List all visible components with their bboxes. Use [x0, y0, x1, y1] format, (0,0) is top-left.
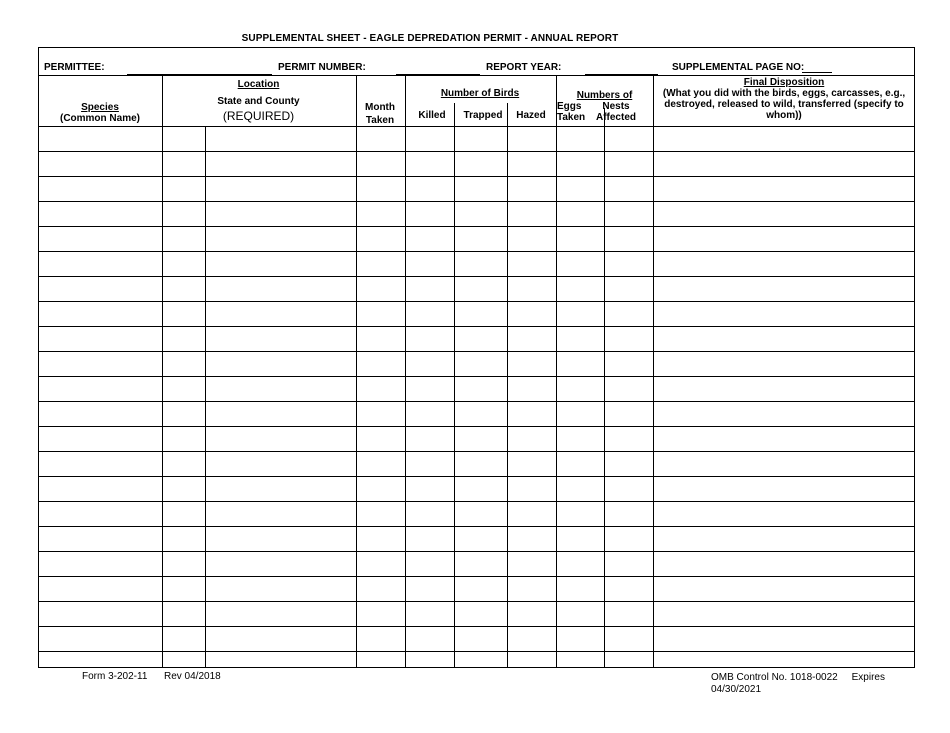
cell-location-state[interactable] [164, 303, 203, 324]
cell-hazed[interactable] [509, 228, 554, 249]
cell-location-state[interactable] [164, 578, 203, 599]
cell-hazed[interactable] [509, 328, 554, 349]
cell-location-county[interactable] [207, 253, 354, 274]
cell-trapped[interactable] [456, 578, 505, 599]
cell-final-disposition[interactable] [655, 628, 913, 649]
cell-location-county[interactable] [207, 128, 354, 149]
table-column-divider [653, 75, 654, 668]
omb-expiry-date: 04/30/2021 [711, 684, 762, 695]
table-row-divider [38, 351, 915, 352]
table-row-divider [38, 576, 915, 577]
cell-trapped[interactable] [456, 303, 505, 324]
cell-killed[interactable] [407, 328, 452, 349]
cell-nests-affected[interactable] [606, 328, 651, 349]
col-final-disposition-header [654, 77, 914, 121]
cell-location-county[interactable] [207, 228, 354, 249]
cell-month[interactable] [358, 428, 403, 449]
cell-trapped[interactable] [456, 553, 505, 574]
cell-final-disposition[interactable] [655, 403, 913, 424]
cell-species[interactable] [40, 253, 160, 274]
cell-month[interactable] [358, 503, 403, 524]
table-row-divider [38, 301, 915, 302]
cell-month[interactable] [358, 203, 403, 224]
cell-location-county[interactable] [207, 628, 354, 649]
cell-location-county[interactable] [207, 328, 354, 349]
cell-location-county[interactable] [207, 353, 354, 374]
cell-hazed[interactable] [509, 403, 554, 424]
cell-eggs-taken[interactable] [558, 228, 602, 249]
col-location-header [162, 79, 355, 122]
col-species-sub: (Common Name) [59, 113, 140, 124]
table-row-divider [38, 451, 915, 452]
cell-species[interactable] [40, 303, 160, 324]
cell-trapped[interactable] [456, 603, 505, 624]
cell-eggs-taken[interactable] [558, 353, 602, 374]
report-year-label: REPORT YEAR: [486, 62, 562, 73]
cell-location-county[interactable] [207, 528, 354, 549]
col-final-disposition-label: Final Disposition [743, 77, 825, 88]
col-eggs-header [557, 101, 585, 123]
table-row-divider [38, 201, 915, 202]
cell-trapped[interactable] [456, 253, 505, 274]
cell-trapped[interactable] [456, 178, 505, 199]
cell-trapped[interactable] [456, 378, 505, 399]
header-divider [38, 75, 915, 76]
cell-eggs-taken[interactable] [558, 403, 602, 424]
cell-species[interactable] [40, 403, 160, 424]
cell-trapped[interactable] [456, 453, 505, 474]
table-column-divider [356, 75, 357, 668]
cell-nests-affected[interactable] [606, 178, 651, 199]
col-species-header [40, 102, 160, 124]
cell-location-state[interactable] [164, 353, 203, 374]
col-nests-header [592, 101, 640, 123]
cell-month[interactable] [358, 153, 403, 174]
cell-killed[interactable] [407, 378, 452, 399]
cell-hazed[interactable] [509, 128, 554, 149]
col-month-header [356, 102, 404, 126]
table-row-divider [38, 476, 915, 477]
col-month-taken-label: Taken [365, 115, 395, 126]
cell-trapped[interactable] [456, 228, 505, 249]
cell-eggs-taken[interactable] [558, 503, 602, 524]
cell-species[interactable] [40, 453, 160, 474]
col-location-sub: State and County [217, 96, 300, 107]
cell-eggs-taken[interactable] [558, 478, 602, 499]
cell-killed[interactable] [407, 403, 452, 424]
table-column-divider [162, 75, 163, 668]
col-eggs-taken-label: Taken [557, 112, 586, 123]
table-row-divider [38, 651, 915, 652]
cell-killed[interactable] [407, 628, 452, 649]
cell-killed[interactable] [407, 428, 452, 449]
cell-hazed[interactable] [509, 503, 554, 524]
cell-location-county[interactable] [207, 403, 354, 424]
cell-hazed[interactable] [509, 253, 554, 274]
cell-species[interactable] [40, 328, 160, 349]
cell-final-disposition[interactable] [655, 253, 913, 274]
cell-species[interactable] [40, 503, 160, 524]
cell-nests-affected[interactable] [606, 553, 651, 574]
cell-species[interactable] [40, 553, 160, 574]
cell-species[interactable] [40, 478, 160, 499]
cell-species[interactable] [40, 428, 160, 449]
cell-month[interactable] [358, 528, 403, 549]
cell-month[interactable] [358, 178, 403, 199]
cell-trapped[interactable] [456, 478, 505, 499]
cell-location-county[interactable] [207, 578, 354, 599]
cell-month[interactable] [358, 228, 403, 249]
col-month-label: Month [365, 102, 395, 113]
cell-killed[interactable] [407, 503, 452, 524]
cell-killed[interactable] [407, 553, 452, 574]
cell-location-county[interactable] [207, 278, 354, 299]
cell-nests-affected[interactable] [606, 578, 651, 599]
header-row-divider [38, 126, 915, 127]
table-row-divider [38, 251, 915, 252]
table-row-divider [38, 226, 915, 227]
cell-eggs-taken[interactable] [558, 178, 602, 199]
form-title: SUPPLEMENTAL SHEET - EAGLE DEPREDATION PERMIT - ANNUAL REPORT [241, 33, 619, 44]
omb-control-number: OMB Control No. 1018-0022 Expires [711, 672, 885, 683]
cell-eggs-taken[interactable] [558, 253, 602, 274]
cell-location-county[interactable] [207, 553, 354, 574]
table-row-divider [38, 151, 915, 152]
cell-killed[interactable] [407, 478, 452, 499]
cell-final-disposition[interactable] [655, 128, 913, 149]
cell-month[interactable] [358, 253, 403, 274]
cell-eggs-taken[interactable] [558, 603, 602, 624]
cell-hazed[interactable] [509, 553, 554, 574]
table-row-divider [38, 601, 915, 602]
col-nests-label: Nests [602, 101, 630, 112]
cell-nests-affected[interactable] [606, 228, 651, 249]
cell-location-state[interactable] [164, 203, 203, 224]
col-final-disposition-desc: (What you did with the birds, eggs, carcasses, e.g., destroyed, released to wild, transferred (specify to whom)) [662, 88, 906, 121]
table-row-divider [38, 626, 915, 627]
cell-nests-affected[interactable] [606, 153, 651, 174]
cell-species[interactable] [40, 228, 160, 249]
cell-nests-affected[interactable] [606, 303, 651, 324]
cell-hazed[interactable] [509, 528, 554, 549]
table-row-divider [38, 176, 915, 177]
cell-eggs-taken[interactable] [558, 553, 602, 574]
cell-species[interactable] [40, 278, 160, 299]
cell-final-disposition[interactable] [655, 203, 913, 224]
cell-location-county[interactable] [207, 503, 354, 524]
cell-location-state[interactable] [164, 478, 203, 499]
cell-month[interactable] [358, 278, 403, 299]
cell-nests-affected[interactable] [606, 528, 651, 549]
cell-final-disposition[interactable] [655, 303, 913, 324]
cell-nests-affected[interactable] [606, 353, 651, 374]
cell-location-state[interactable] [164, 453, 203, 474]
cell-trapped[interactable] [456, 128, 505, 149]
cell-killed[interactable] [407, 528, 452, 549]
cell-month[interactable] [358, 453, 403, 474]
table-column-divider [556, 75, 557, 668]
cell-species[interactable] [40, 578, 160, 599]
cell-location-state[interactable] [164, 628, 203, 649]
cell-location-state[interactable] [164, 153, 203, 174]
cell-location-county[interactable] [207, 153, 354, 174]
cell-eggs-taken[interactable] [558, 303, 602, 324]
cell-hazed[interactable] [509, 203, 554, 224]
table-row-divider [38, 526, 915, 527]
cell-final-disposition[interactable] [655, 603, 913, 624]
cell-trapped[interactable] [456, 528, 505, 549]
cell-hazed[interactable] [509, 628, 554, 649]
cell-final-disposition[interactable] [655, 478, 913, 499]
cell-location-state[interactable] [164, 553, 203, 574]
cell-final-disposition[interactable] [655, 278, 913, 299]
cell-month[interactable] [358, 353, 403, 374]
cell-trapped[interactable] [456, 628, 505, 649]
col-killed-header: Killed [418, 110, 446, 121]
table-row-divider [38, 501, 915, 502]
table-row-divider [38, 401, 915, 402]
supplemental-page-field[interactable] [802, 72, 832, 73]
cell-species[interactable] [40, 378, 160, 399]
cell-killed[interactable] [407, 228, 452, 249]
cell-nests-affected[interactable] [606, 453, 651, 474]
cell-nests-affected[interactable] [606, 403, 651, 424]
cell-location-county[interactable] [207, 203, 354, 224]
cell-final-disposition[interactable] [655, 578, 913, 599]
col-numbers-of-header: Numbers of [576, 90, 633, 101]
cell-nests-affected[interactable] [606, 428, 651, 449]
cell-month[interactable] [358, 478, 403, 499]
cell-hazed[interactable] [509, 378, 554, 399]
col-hazed-header: Hazed [516, 110, 546, 121]
cell-killed[interactable] [407, 453, 452, 474]
cell-nests-affected[interactable] [606, 253, 651, 274]
cell-location-state[interactable] [164, 528, 203, 549]
cell-location-state[interactable] [164, 128, 203, 149]
cell-location-state[interactable] [164, 603, 203, 624]
col-location-required: (REQUIRED) [222, 109, 295, 123]
table-row-divider [38, 326, 915, 327]
cell-final-disposition[interactable] [655, 428, 913, 449]
cell-trapped[interactable] [456, 328, 505, 349]
cell-killed[interactable] [407, 353, 452, 374]
cell-hazed[interactable] [509, 278, 554, 299]
cell-final-disposition[interactable] [655, 378, 913, 399]
cell-killed[interactable] [407, 603, 452, 624]
cell-eggs-taken[interactable] [558, 628, 602, 649]
cell-month[interactable] [358, 578, 403, 599]
cell-eggs-taken[interactable] [558, 278, 602, 299]
cell-eggs-taken[interactable] [558, 378, 602, 399]
cell-location-state[interactable] [164, 428, 203, 449]
col-nests-affected-label: Affected [595, 112, 636, 123]
cell-trapped[interactable] [456, 403, 505, 424]
col-location-label: Location [237, 79, 280, 90]
table-row-divider [38, 426, 915, 427]
cell-eggs-taken[interactable] [558, 578, 602, 599]
cell-eggs-taken[interactable] [558, 128, 602, 149]
cell-trapped[interactable] [456, 353, 505, 374]
cell-location-state[interactable] [164, 328, 203, 349]
cell-species[interactable] [40, 203, 160, 224]
cell-nests-affected[interactable] [606, 503, 651, 524]
table-column-divider [405, 75, 406, 668]
cell-hazed[interactable] [509, 478, 554, 499]
cell-location-county[interactable] [207, 603, 354, 624]
cell-killed[interactable] [407, 203, 452, 224]
cell-killed[interactable] [407, 253, 452, 274]
cell-hazed[interactable] [509, 428, 554, 449]
cell-month[interactable] [358, 328, 403, 349]
cell-killed[interactable] [407, 578, 452, 599]
cell-hazed[interactable] [509, 603, 554, 624]
cell-location-state[interactable] [164, 178, 203, 199]
cell-eggs-taken[interactable] [558, 153, 602, 174]
cell-final-disposition[interactable] [655, 553, 913, 574]
cell-trapped[interactable] [456, 503, 505, 524]
col-number-of-birds-header: Number of Birds [440, 88, 520, 99]
cell-location-county[interactable] [207, 178, 354, 199]
cell-hazed[interactable] [509, 453, 554, 474]
cell-species[interactable] [40, 628, 160, 649]
cell-killed[interactable] [407, 153, 452, 174]
permit-number-label: PERMIT NUMBER: [278, 62, 366, 73]
table-row-divider [38, 551, 915, 552]
col-trapped-header: Trapped [463, 110, 503, 121]
cell-month[interactable] [358, 403, 403, 424]
cell-location-state[interactable] [164, 228, 203, 249]
cell-nests-affected[interactable] [606, 478, 651, 499]
cell-final-disposition[interactable] [655, 178, 913, 199]
form-revision: Rev 04/2018 [164, 671, 221, 682]
cell-killed[interactable] [407, 128, 452, 149]
table-row-divider [38, 276, 915, 277]
cell-final-disposition[interactable] [655, 503, 913, 524]
cell-final-disposition[interactable] [655, 528, 913, 549]
cell-species[interactable] [40, 528, 160, 549]
cell-species[interactable] [40, 153, 160, 174]
cell-hazed[interactable] [509, 353, 554, 374]
cell-killed[interactable] [407, 278, 452, 299]
cell-killed[interactable] [407, 178, 452, 199]
cell-location-county[interactable] [207, 478, 354, 499]
cell-nests-affected[interactable] [606, 128, 651, 149]
cell-species[interactable] [40, 178, 160, 199]
cell-hazed[interactable] [509, 178, 554, 199]
table-column-divider [205, 126, 206, 668]
cell-location-county[interactable] [207, 378, 354, 399]
table-column-divider [604, 108, 605, 668]
cell-trapped[interactable] [456, 278, 505, 299]
cell-location-state[interactable] [164, 503, 203, 524]
cell-eggs-taken[interactable] [558, 453, 602, 474]
cell-trapped[interactable] [456, 203, 505, 224]
cell-final-disposition[interactable] [655, 453, 913, 474]
cell-location-county[interactable] [207, 428, 354, 449]
cell-final-disposition[interactable] [655, 153, 913, 174]
cell-location-state[interactable] [164, 378, 203, 399]
table-column-divider [507, 103, 508, 668]
cell-location-county[interactable] [207, 303, 354, 324]
cell-final-disposition[interactable] [655, 328, 913, 349]
form-number: Form 3-202-11 [82, 671, 148, 682]
cell-nests-affected[interactable] [606, 203, 651, 224]
table-column-divider [454, 103, 455, 668]
cell-month[interactable] [358, 303, 403, 324]
cell-month[interactable] [358, 128, 403, 149]
cell-eggs-taken[interactable] [558, 203, 602, 224]
cell-species[interactable] [40, 128, 160, 149]
cell-location-state[interactable] [164, 278, 203, 299]
cell-hazed[interactable] [509, 303, 554, 324]
cell-hazed[interactable] [509, 153, 554, 174]
cell-location-state[interactable] [164, 253, 203, 274]
cell-species[interactable] [40, 603, 160, 624]
table-row-divider [38, 376, 915, 377]
cell-month[interactable] [358, 603, 403, 624]
cell-final-disposition[interactable] [655, 228, 913, 249]
permittee-label: PERMITTEE: [44, 62, 105, 73]
supplemental-page-label: SUPPLEMENTAL PAGE NO: [672, 62, 805, 73]
cell-nests-affected[interactable] [606, 628, 651, 649]
col-species-label: Species [81, 102, 119, 113]
cell-eggs-taken[interactable] [558, 528, 602, 549]
cell-eggs-taken[interactable] [558, 428, 602, 449]
cell-trapped[interactable] [456, 428, 505, 449]
cell-killed[interactable] [407, 303, 452, 324]
cell-species[interactable] [40, 353, 160, 374]
cell-final-disposition[interactable] [655, 353, 913, 374]
cell-trapped[interactable] [456, 153, 505, 174]
cell-location-county[interactable] [207, 453, 354, 474]
cell-eggs-taken[interactable] [558, 328, 602, 349]
cell-month[interactable] [358, 378, 403, 399]
cell-month[interactable] [358, 628, 403, 649]
cell-month[interactable] [358, 553, 403, 574]
cell-location-state[interactable] [164, 403, 203, 424]
col-eggs-label: Eggs [557, 101, 582, 112]
cell-hazed[interactable] [509, 578, 554, 599]
cell-nests-affected[interactable] [606, 603, 651, 624]
cell-nests-affected[interactable] [606, 278, 651, 299]
cell-nests-affected[interactable] [606, 378, 651, 399]
